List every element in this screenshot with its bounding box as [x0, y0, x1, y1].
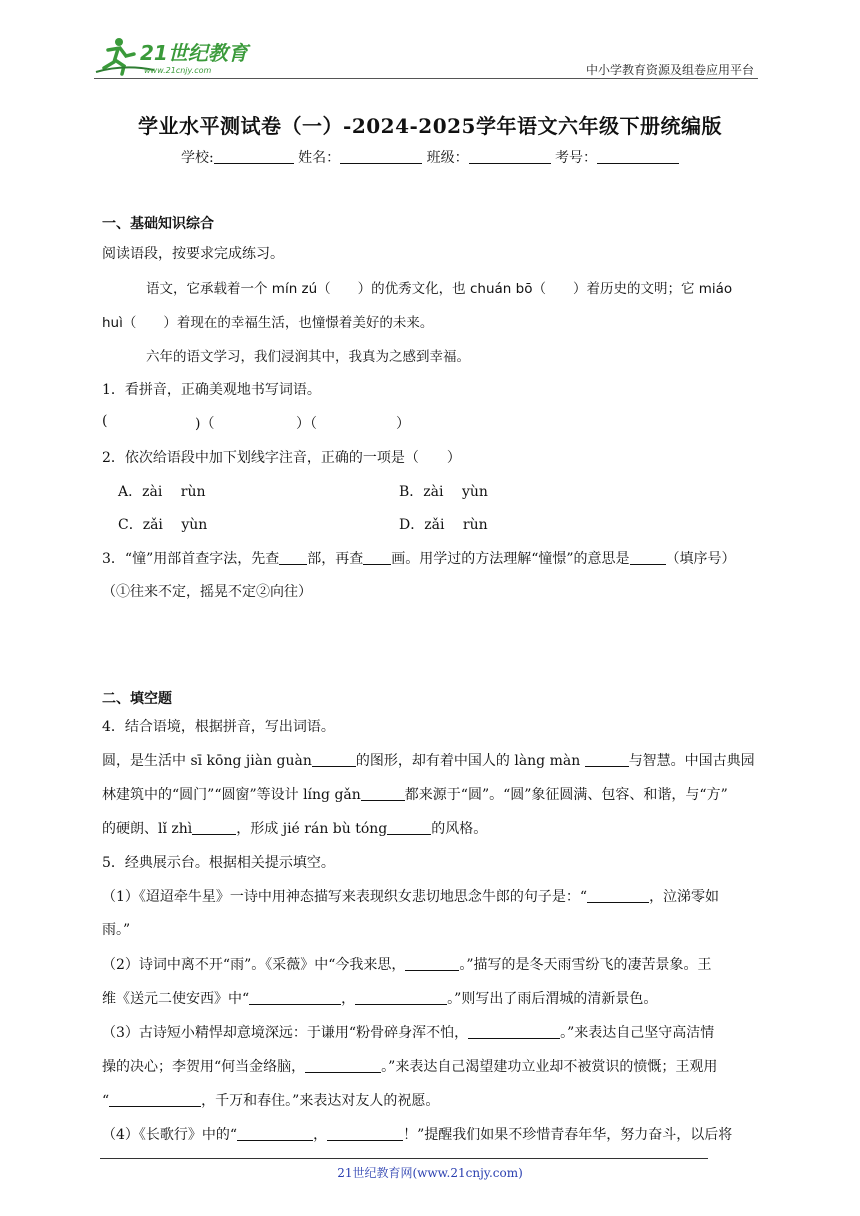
- question-5: 5．经典展示台。根据相关提示填空。: [102, 855, 335, 871]
- q5-line: 雨。”: [102, 922, 131, 938]
- passage-line: huì（ ）着现在的幸福生活，也憧憬着美好的未来。: [102, 315, 434, 331]
- section-intro: 阅读语段，按要求完成练习。: [102, 246, 284, 262]
- q4-line: 林建筑中的“圆门”“圆窗”等设计 líng gǎn 都来源于“圆”。“圆”象征圆满、包容、和谐，与“方”: [102, 787, 728, 803]
- answer-blank[interactable]: [355, 990, 447, 1005]
- answer-blank[interactable]: [363, 550, 391, 565]
- section-heading: 一、基础知识综合: [102, 216, 214, 232]
- option-d[interactable]: D．zǎi rùn: [399, 517, 488, 533]
- answer-blank[interactable]: [192, 820, 236, 835]
- q4-line: 圆，是生活中 sī kōng jiàn guàn 的图形，却有着中国人的 làng màn 与智慧。中国古典园: [102, 753, 755, 769]
- question-3: 3．“憧”用部首查字法，先查 部，再查 画。用学过的方法理解“憧憬”的意思是 （填序号）: [102, 551, 736, 567]
- student-info-line: [0, 147, 860, 167]
- number-field[interactable]: [597, 149, 679, 164]
- name-label: 姓名：: [298, 150, 341, 166]
- option-a[interactable]: A．zài rùn: [118, 484, 206, 500]
- q5-line: （4）《长歌行》中的“ ， ！”提醒我们如果不珍惜青春年华，努力奋斗，以后将: [102, 1127, 733, 1143]
- answer-blank[interactable]: [587, 888, 649, 903]
- footer-divider: [100, 1158, 708, 1159]
- option-c[interactable]: C．zǎi yùn: [118, 517, 208, 533]
- answer-blank[interactable]: [312, 752, 356, 767]
- logo-text: 21世纪教育: [140, 41, 248, 65]
- answer-paren[interactable]: (: [102, 413, 108, 429]
- q5-line: （3）古诗短小精悍却意境深远：于谦用“粉骨碎身浑不怕， 。”来表达自己坚守高洁情: [102, 1025, 715, 1041]
- section-heading: 二、填空题: [102, 691, 172, 707]
- logo: [94, 36, 264, 78]
- q5-line: （2）诗词中离不开“雨”。《采薇》中“今我来思， 。”描写的是冬天雨雪纷飞的凄苦景象。王: [102, 957, 712, 973]
- school-field[interactable]: [214, 149, 294, 164]
- logo-url: www.21cnjy.com: [144, 66, 212, 75]
- passage-line: 语文，它承载着一个 mín zú（ ）的优秀文化，也 chuán bō（ ）着历史的文明；它 miáo: [146, 281, 733, 297]
- platform-label: 中小学教育资源及组卷应用平台: [585, 63, 754, 77]
- answer-blank[interactable]: [279, 550, 307, 565]
- answer-blank[interactable]: [585, 752, 629, 767]
- name-field[interactable]: [340, 149, 422, 164]
- question-1: 1．看拼音，正确美观地书写词语。: [102, 382, 321, 398]
- passage-line: 六年的语文学习，我们浸润其中，我真为之感到幸福。: [146, 349, 470, 365]
- answer-paren[interactable]: ）（: [296, 416, 317, 432]
- q5-line: “ ，千万和春住。”来表达对友人的祝愿。: [102, 1093, 440, 1109]
- answer-paren: ）: [396, 416, 410, 432]
- number-label: 考号：: [555, 150, 598, 166]
- answer-blank[interactable]: [361, 786, 405, 801]
- question-3-options: （①往来不定，摇晃不定②向往）: [102, 584, 312, 600]
- answer-blank[interactable]: [109, 1092, 201, 1107]
- page-title: 学业水平测试卷（一）-2024-2025学年语文六年级下册统编版: [138, 114, 722, 138]
- answer-blank[interactable]: [305, 1058, 381, 1073]
- answer-blank[interactable]: [468, 1024, 560, 1039]
- class-label: 班级：: [426, 150, 469, 166]
- q5-line: （1）《迢迢牵牛星》一诗中用神态描写来表现织女悲切地思念牛郎的句子是：“ ，泣涕零如: [102, 889, 720, 905]
- question-2: 2．依次给语段中加下划线字注音，正确的一项是（ ）: [102, 450, 461, 466]
- class-field[interactable]: [469, 149, 551, 164]
- answer-blank[interactable]: [387, 820, 431, 835]
- q5-line: 维《送元二使安西》中“ ， 。”则写出了雨后渭城的清新景色。: [102, 991, 658, 1007]
- school-label: 学校:: [180, 150, 214, 166]
- answer-blank[interactable]: [327, 1126, 403, 1141]
- answer-blank[interactable]: [237, 1126, 313, 1141]
- option-b[interactable]: B．zài yùn: [399, 484, 488, 500]
- answer-paren[interactable]: )（: [195, 416, 215, 432]
- q4-line: 的硬朗、lǐ zhì ，形成 jié rán bù tóng 的风格。: [102, 821, 488, 837]
- header-divider: [94, 78, 758, 79]
- footer-link[interactable]: 21世纪教育网(www.21cnjy.com): [337, 1166, 523, 1180]
- question-4: 4．结合语境，根据拼音，写出词语。: [102, 719, 335, 735]
- q5-line: 操的决心；李贺用“何当金络脑， 。”来表达自己渴望建功立业却不被赏识的愤慨；王观用: [102, 1059, 718, 1075]
- answer-blank[interactable]: [249, 990, 341, 1005]
- answer-blank[interactable]: [630, 550, 666, 565]
- answer-blank[interactable]: [405, 956, 459, 971]
